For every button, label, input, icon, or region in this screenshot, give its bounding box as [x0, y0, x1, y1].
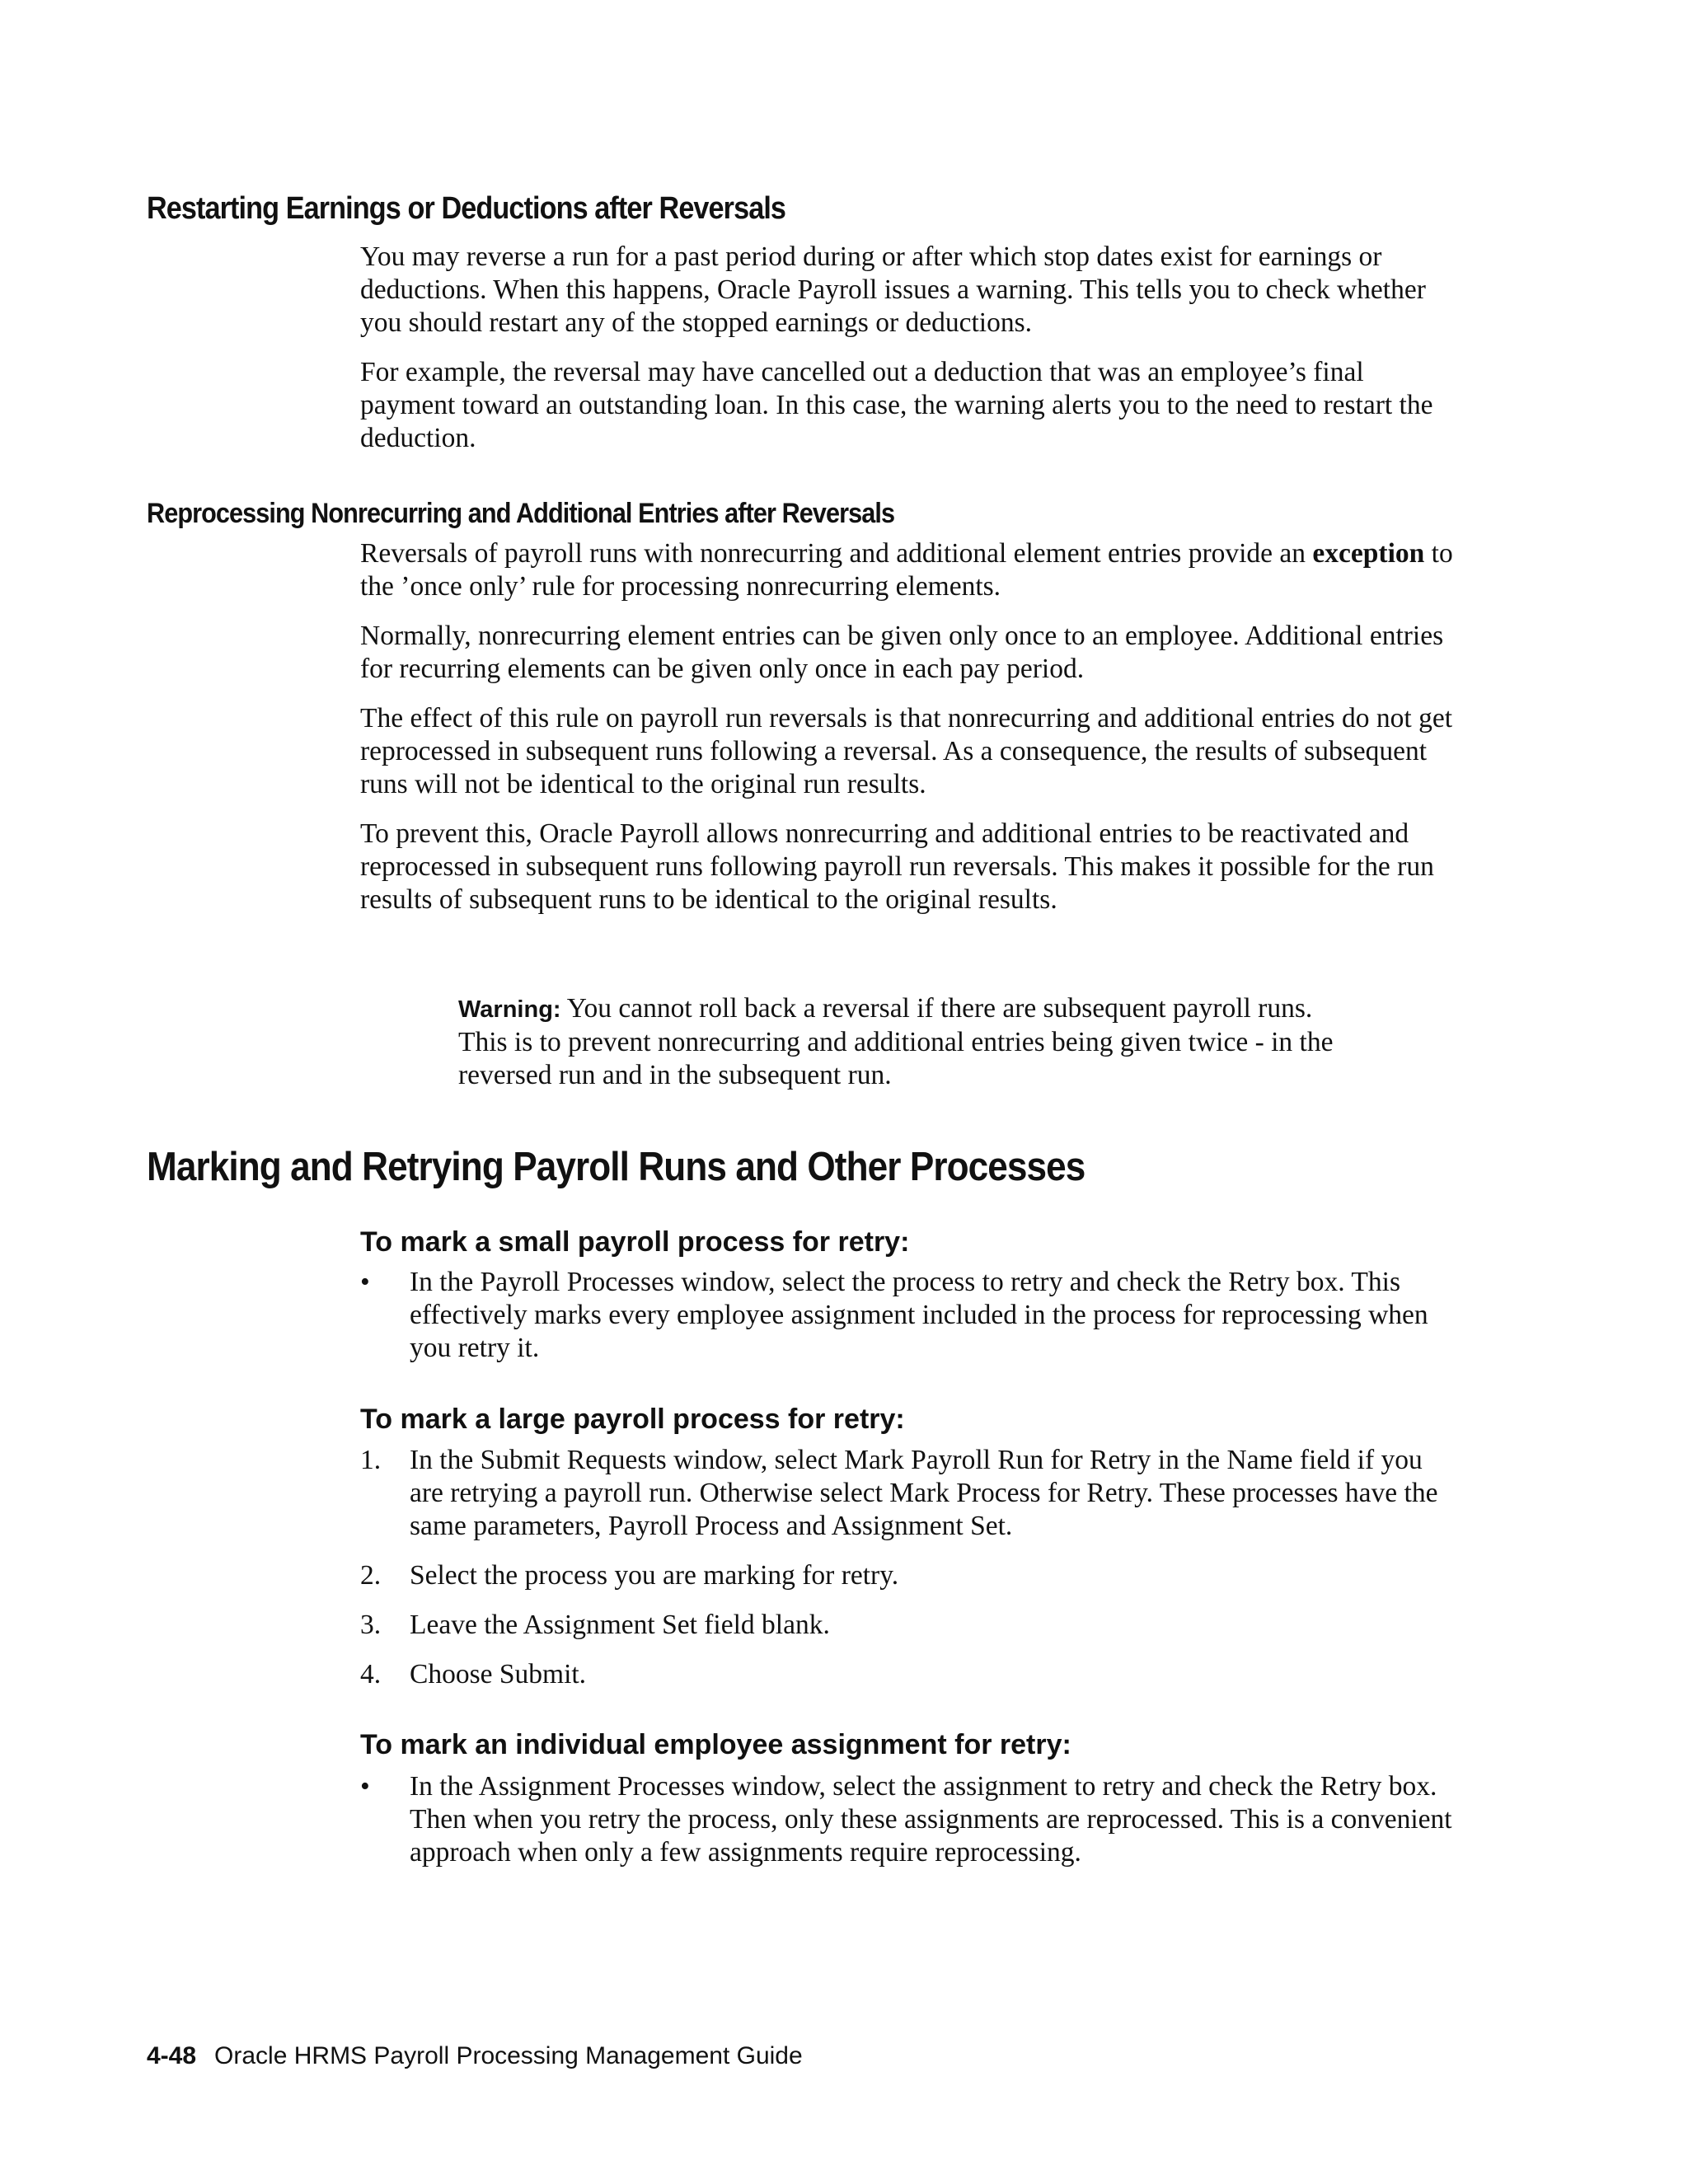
- list-item-text: In the Payroll Processes window, select the process to retry and check the Retry box. This effectively marks every employee assignment included in the process for reprocessing when you retry it.: [410, 1267, 1428, 1363]
- list-item: [360, 1444, 1456, 1543]
- section-heading-restarting: Restarting Earnings or Deductions after Reversals: [147, 191, 786, 226]
- small-process-list: [360, 1266, 1456, 1365]
- warning-label: Warning:: [458, 996, 561, 1023]
- warning-note: [458, 992, 1365, 1092]
- section-restarting-body: [360, 241, 1456, 455]
- section-heading-marking: Marking and Retrying Payroll Runs and Other Processes: [147, 1145, 1085, 1189]
- paragraph: You may reverse a run for a past period during or after which stop dates exist for earnings or deductions. When this happens, Oracle Payroll issues a warning. This tells you to check whether you should restart any of the stopped earnings or deductions.: [360, 241, 1426, 338]
- list-item-text: In the Submit Requests window, select Mark Payroll Run for Retry in the Name field if you are retrying a payroll run. Otherwise select Mark Process for Retry. These processes have the same parameters, Payroll Process and Assignment Set.: [410, 1445, 1438, 1541]
- footer-title: Oracle HRMS Payroll Processing Management Guide: [214, 2042, 803, 2069]
- list-item-text: Choose Submit.: [410, 1659, 587, 1690]
- list-item: [360, 1770, 1456, 1869]
- page-number: 4-48: [147, 2042, 197, 2069]
- section-reprocessing-body: [360, 537, 1456, 916]
- page-footer: [147, 2042, 803, 2070]
- paragraph-text: to the ’once only’ rule for processing nonrecurring elements.: [360, 538, 1453, 602]
- step-number: 1.: [360, 1445, 382, 1475]
- paragraph: Normally, nonrecurring element entries can be given only once to an employee. Additional entries for recurring elements can be given only once in each pay period.: [360, 621, 1444, 684]
- step-number: 4.: [360, 1659, 382, 1690]
- section-heading-reprocessing: Reprocessing Nonrecurring and Additional Entries after Reversals: [147, 498, 895, 529]
- paragraph: For example, the reversal may have cancelled out a deduction that was an employee’s final payment toward an outstanding loan. In this case, the warning alerts you to the need to restart the deduction.: [360, 357, 1433, 453]
- step-number: 3.: [360, 1610, 382, 1640]
- subheading-individual-assignment: To mark an individual employee assignment for retry:: [360, 1729, 1071, 1760]
- paragraph: [360, 537, 1456, 603]
- list-item: [360, 1609, 1456, 1642]
- bullet: •: [360, 1771, 370, 1802]
- warning-text: You cannot roll back a reversal if there are subsequent payroll runs. This is to prevent nonrecurring and additional entries being given twice - in the reversed run and in the subsequent run.: [458, 993, 1334, 1090]
- list-item-text: Select the process you are marking for retry.: [410, 1560, 899, 1591]
- bold-term: exception: [1312, 538, 1425, 569]
- paragraph: The effect of this rule on payroll run reversals is that nonrecurring and additional entries do not get reprocessed in subsequent runs following a reversal. As a consequence, the results of subsequent runs will not be identical to the original run results.: [360, 703, 1453, 799]
- large-process-steps: [360, 1444, 1456, 1691]
- individual-assignment-list: [360, 1770, 1456, 1869]
- step-number: 2.: [360, 1560, 382, 1591]
- paragraph-text: Reversals of payroll runs with nonrecurring and additional element entries provide an: [360, 538, 1306, 569]
- bullet: •: [360, 1267, 370, 1297]
- list-item: [360, 1266, 1456, 1365]
- list-item: [360, 1559, 1456, 1592]
- list-item-text: In the Assignment Processes window, select the assignment to retry and check the Retry box. Then when you retry the process, only these assignments are reprocessed. This is a convenient approach when only a few assignments require reprocessing.: [410, 1771, 1452, 1868]
- subheading-large-process: To mark a large payroll process for retry:: [360, 1404, 905, 1435]
- subheading-small-process: To mark a small payroll process for retry:: [360, 1226, 910, 1258]
- paragraph: To prevent this, Oracle Payroll allows nonrecurring and additional entries to be reactivated and reprocessed in subsequent runs following payroll run reversals. This makes it possible for the run results of subsequent runs to be identical to the original results.: [360, 818, 1434, 915]
- list-item: [360, 1658, 1456, 1691]
- list-item-text: Leave the Assignment Set field blank.: [410, 1610, 830, 1640]
